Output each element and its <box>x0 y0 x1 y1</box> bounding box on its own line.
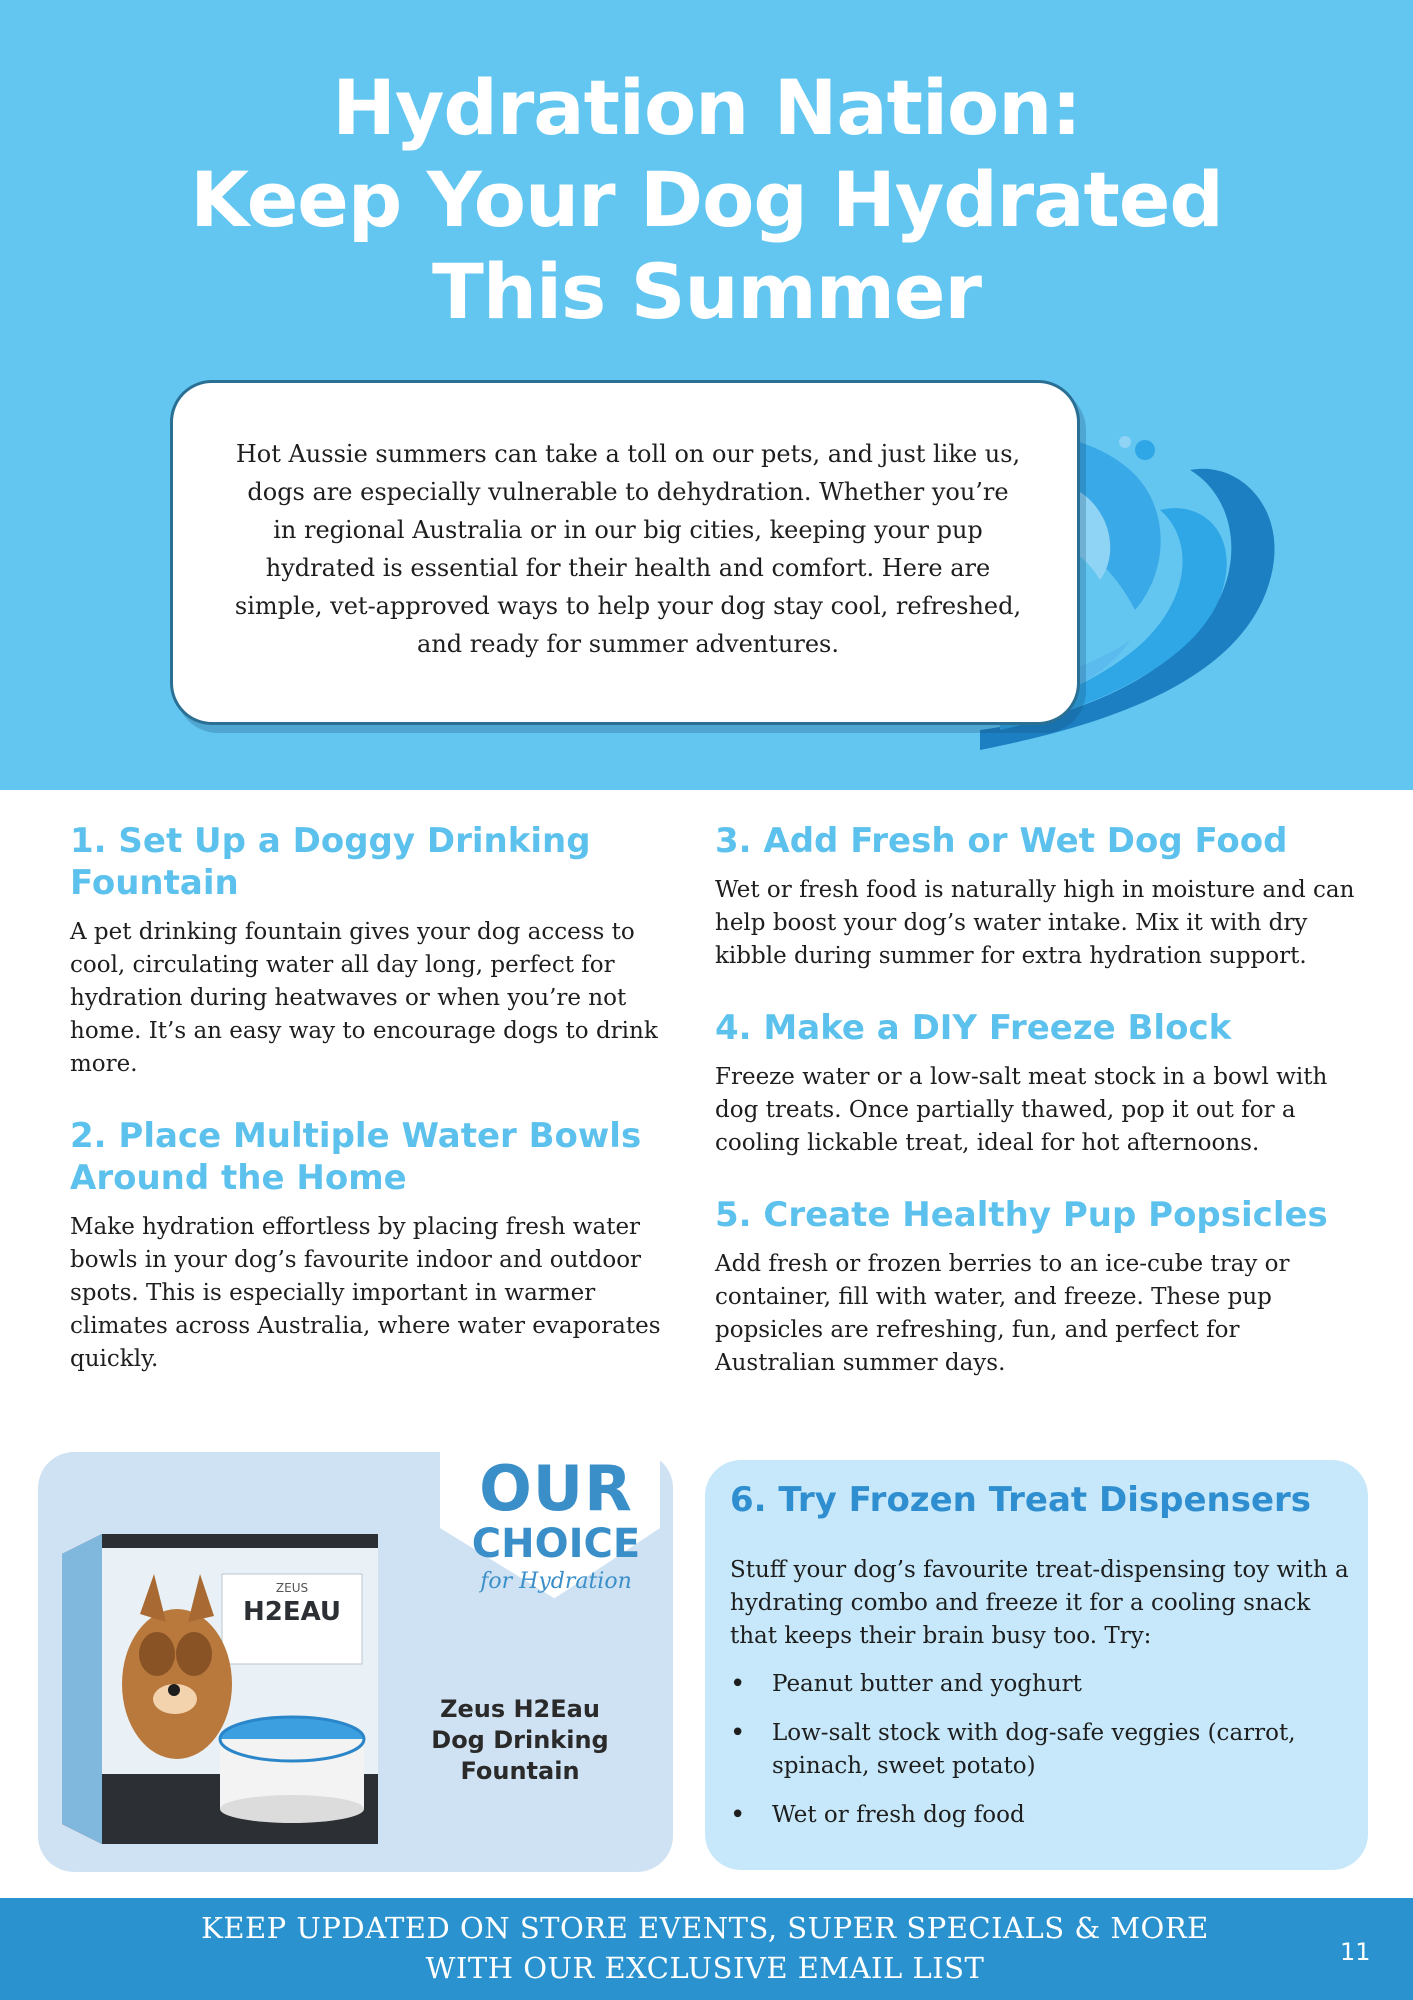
section-body: Wet or fresh food is naturally high in moisture and can help boost your dog’s water intake. Mix it with dry kibble during summer for extra hydration support. <box>715 877 1355 969</box>
left-column <box>70 820 670 1410</box>
title-line-2: Keep Your Dog Hydrated <box>190 155 1223 244</box>
title-line-1: Hydration Nation: <box>332 63 1081 152</box>
hero-banner <box>0 0 1413 790</box>
section-body: Add fresh or frozen berries to an ice-cube tray or container, fill with water, and freeze. These pup popsicles are refreshing, fun, and perfect for Australian summer days. <box>715 1251 1290 1376</box>
intro-card <box>170 380 1080 725</box>
section-body: Make hydration effortless by placing fresh water bowls in your dog’s favourite indoor and outdoor spots. This is especially important in warmer climates across Australia, where water evaporates quickly. <box>70 1214 661 1372</box>
section-heading: 4. Make a DIY Freeze Block <box>715 1008 1232 1048</box>
box-name: H2EAU <box>242 1597 342 1627</box>
page-number: 11 <box>1340 1938 1371 1966</box>
list-item: • Peanut butter and yoghurt <box>730 1668 1350 1701</box>
product-name <box>380 1694 660 1787</box>
intro-text: Hot Aussie summers can take a toll on our pets, and just like us, dogs are especially vulnerable to dehydration. Whether you’re in regional Australia or in our big cities, keeping your pup hydrated is essential for their health and comfort. Here are simple, vet-approved ways to help your dog stay cool, refreshed, and ready for summer adventures. <box>234 440 1022 658</box>
footer-banner <box>0 1898 1413 2000</box>
frozen-treat-dispenser-panel <box>705 1460 1368 1870</box>
footer-line-1: KEEP UPDATED ON STORE EVENTS, SUPER SPECIALS & MORE <box>201 1911 1209 1945</box>
product-name-line-2: Dog Drinking Fountain <box>431 1726 609 1785</box>
choice-our-label: OUR <box>479 1452 633 1525</box>
section-wet-food <box>715 820 1355 973</box>
section-body: Freeze water or a low-salt meat stock in a bowl with dog treats. Once partially thawed, pop it out for a cooling lickable treat, ideal for hot afternoons. <box>715 1064 1328 1156</box>
section-heading: 1. Set Up a Doggy Drinking Fountain <box>70 821 591 903</box>
choice-choice-label: CHOICE <box>471 1521 641 1567</box>
list-item: • Low-salt stock with dog-safe veggies (carrot, spinach, sweet potato) <box>730 1717 1350 1783</box>
section-popsicles <box>715 1194 1355 1380</box>
treat-list <box>730 1668 1350 1848</box>
list-item: • Wet or fresh dog food <box>730 1799 1350 1832</box>
footer-line-2: WITH OUR EXCLUSIVE EMAIL LIST <box>425 1951 985 1985</box>
footer-text <box>150 1908 1260 1988</box>
product-box-image <box>62 1534 378 1844</box>
section-heading: 6. Try Frozen Treat Dispensers <box>730 1480 1312 1520</box>
section-heading: 5. Create Healthy Pup Popsicles <box>715 1195 1328 1235</box>
title-line-3: This Summer <box>432 247 981 336</box>
right-column <box>715 820 1355 1414</box>
section-body: A pet drinking fountain gives your dog access to cool, circulating water all day long, perfect for hydration during heatwaves or when you’re not home. It’s an easy way to encourage dogs to drink more. <box>70 919 658 1077</box>
section-heading: 2. Place Multiple Water Bowls Around the Home <box>70 1116 642 1198</box>
box-brand: ZEUS <box>275 1581 309 1595</box>
choice-script-label: for Hydration <box>480 1569 632 1594</box>
section-water-bowls <box>70 1115 670 1376</box>
page-title <box>0 62 1413 338</box>
section-body: Stuff your dog’s favourite treat-dispensing toy with a hydrating combo and freeze it for a cooling snack that keeps their brain busy too. Try: <box>730 1557 1349 1649</box>
section-fountain <box>70 820 670 1081</box>
section-freeze-block <box>715 1007 1355 1160</box>
section-heading: 3. Add Fresh or Wet Dog Food <box>715 821 1288 861</box>
product-name-line-1: Zeus H2Eau <box>440 1695 600 1723</box>
